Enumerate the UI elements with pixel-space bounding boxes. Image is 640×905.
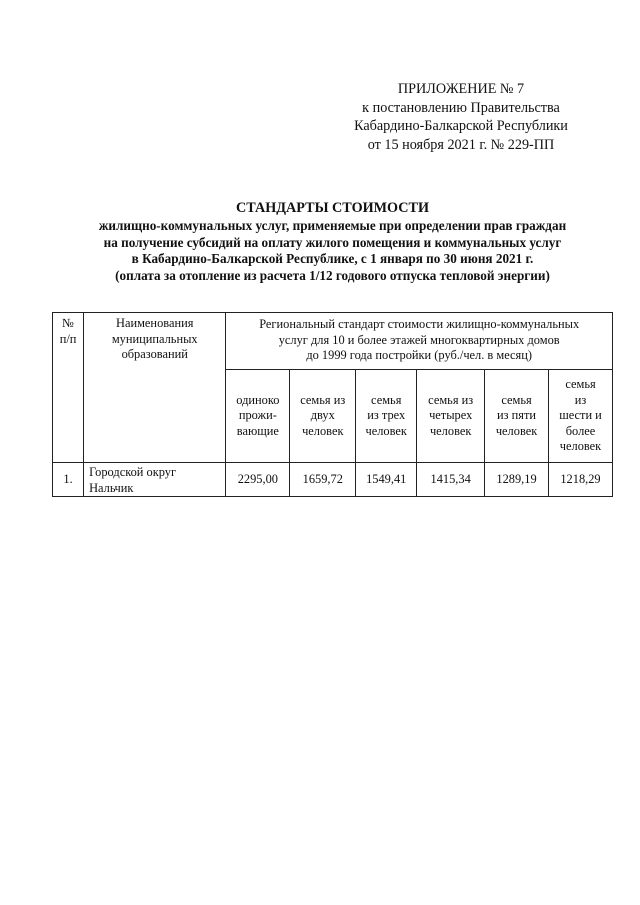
subheader-six-l2: из: [574, 392, 587, 407]
header-regional-standard: [226, 313, 613, 370]
subheader-five-l2: из пяти: [497, 408, 537, 423]
subheader-two-l2: двух: [310, 408, 335, 423]
header-municipality-l2: муниципальных: [111, 331, 198, 346]
appendix-date: от 15 ноября 2021 г. № 229-ПП: [367, 136, 555, 153]
appendix-number: ПРИЛОЖЕНИЕ № 7: [397, 81, 525, 97]
subheader-six-l1: семья: [565, 377, 596, 392]
title-line-1: жилищно-коммунальных услуг, применяемые при определении прав граждан: [98, 217, 567, 233]
subheader-single-l1: одиноко: [236, 392, 280, 407]
subheader-five: [485, 370, 549, 463]
subheader-three-l1: семья: [371, 392, 402, 407]
subheader-single: [226, 370, 290, 463]
value-six-plus: 1218,29: [549, 463, 613, 497]
subheader-single-l3: вающие: [236, 423, 279, 438]
value-three: 1549,41: [356, 463, 417, 497]
subheader-four-l2: четырех: [429, 408, 473, 423]
value-two: 1659,72: [290, 463, 356, 497]
header-number-l1: №: [62, 316, 74, 330]
row-municipality-l2: Нальчик: [89, 480, 134, 495]
header-number: [53, 313, 84, 463]
document-title-block: [40, 200, 625, 285]
subheader-two-l3: человек: [302, 423, 344, 438]
appendix-header: [330, 80, 592, 154]
row-municipality: [84, 463, 226, 497]
subheader-four-l1: семья из: [428, 392, 474, 407]
subheader-three: [356, 370, 417, 463]
title-line-4: (оплата за отопление из расчета 1/12 годового отпуска тепловой энергии): [115, 268, 550, 284]
subheader-six-l5: человек: [559, 439, 602, 454]
header-number-l2: п/п: [59, 331, 77, 346]
subheader-six-l3: шести и: [559, 408, 602, 423]
document-title: СТАНДАРТЫ СТОИМОСТИ: [235, 200, 429, 216]
subheader-four: [417, 370, 485, 463]
standards-table: [52, 312, 613, 497]
title-line-2: на получение субсидий на оплату жилого помещения и коммунальных услуг: [103, 234, 562, 250]
table-row: [53, 463, 613, 497]
subheader-four-l3: человек: [429, 423, 472, 438]
subheader-three-l3: человек: [365, 423, 407, 438]
header-municipality: [84, 313, 226, 463]
subheader-five-l1: семья: [501, 392, 532, 407]
appendix-republic: Кабардино-Балкарской Республики: [354, 118, 568, 134]
table-header-row: [53, 313, 613, 370]
header-group-l3: до 1999 года постройки (руб./чел. в месяц): [306, 348, 532, 362]
subheader-three-l2: из трех: [367, 408, 406, 423]
row-municipality-l1: Городской округ: [89, 465, 177, 479]
header-municipality-l3: образований: [121, 347, 188, 361]
value-single: 2295,00: [226, 463, 290, 497]
subheader-single-l2: прожи-: [238, 408, 277, 423]
header-group-l2: услуг для 10 и более этажей многоквартирных домов: [278, 332, 560, 347]
header-group-l1: Региональный стандарт стоимости жилищно-коммунальных: [259, 317, 580, 331]
row-number: 1.: [53, 463, 84, 497]
header-municipality-l1: Наименования: [116, 316, 194, 330]
value-four: 1415,34: [417, 463, 485, 497]
value-five: 1289,19: [485, 463, 549, 497]
subheader-five-l3: человек: [495, 423, 538, 438]
subheader-two-l1: семья из: [300, 392, 346, 407]
subheader-six-l4: более: [565, 423, 596, 438]
subheader-two: [290, 370, 356, 463]
appendix-reference: к постановлению Правительства: [362, 99, 560, 116]
subheader-six-plus: [549, 370, 613, 463]
title-line-3: в Кабардино-Балкарской Республике, с 1 января по 30 июня 2021 г.: [131, 251, 534, 267]
